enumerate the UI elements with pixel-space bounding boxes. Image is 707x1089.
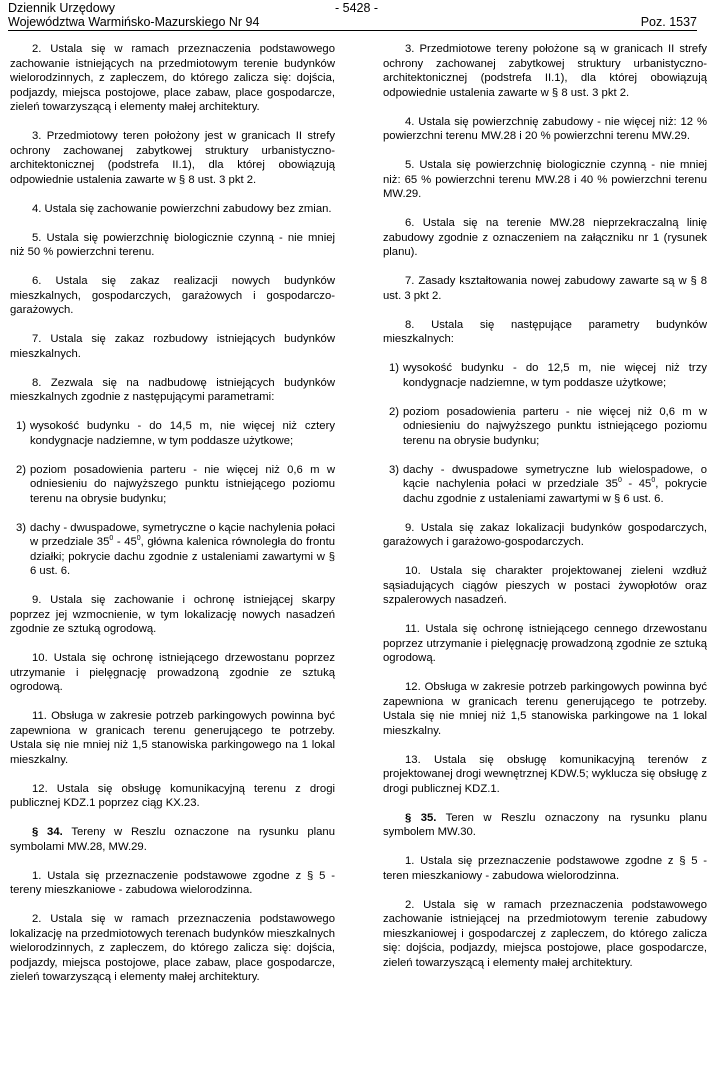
list-item xyxy=(383,405,707,449)
list-item xyxy=(10,419,335,448)
list-number: 2) xyxy=(16,463,27,476)
list-text xyxy=(403,463,707,507)
paragraph: 1. Ustala się przeznaczenie podstawowe zgodne z § 5 - teren mieszkaniowy - zabudowa wielorodzinna. xyxy=(383,855,707,882)
paragraph: 2. Ustala się w ramach przeznaczenia podstawowego lokalizację na przedmiotowych terenach budynków mieszkalnych wielorodzinnych, z zapleczem, do którego zalicza się: dojścia, podjazdy, miejsca postojowe, place zabaw, place gospodarcze, zieleń towarzyszącą i elementy małej architektury. xyxy=(10,913,335,983)
section-text: Teren w Reszlu oznaczony na rysunku planu symbolem MW.30. xyxy=(383,811,707,838)
paragraph: 10. Ustala się charakter projektowanej zieleni wzdłuż sąsiadujących ciągów pieszych w postaci żywopłotów oraz szpalerowych nasadzeń. xyxy=(383,565,707,606)
left-column xyxy=(10,42,335,999)
list-number: 3) xyxy=(16,521,27,534)
degree-sup: 0 xyxy=(109,535,114,543)
paragraph: 3. Przedmiotowe tereny położone są w granicach II strefy ochrony zachowanej zabytkowej struktury urbanistyczno-architektonicznej (podstrefa II.1), dla której obowiązują odpowiednie ustalenia zawarte w § 8 ust. 3 pkt 2. xyxy=(383,43,707,99)
journal-title: Dziennik Urzędowy xyxy=(8,1,115,15)
paragraph: 2. Ustala się w ramach przeznaczenia podstawowego zachowanie istniejących na przedmiotowym terenie budynków wielorodzinnych, z zapleczem, do którego zalicza się: dojścia, podjazdy, miejsca postojowe, place zabaw, place gospodarcze, zieleń towarzyszącą i elementy małej architektury. xyxy=(10,43,335,113)
section-number: § 34. xyxy=(32,826,63,838)
paragraph: 2. Ustala się w ramach przeznaczenia podstawowego zachowanie istniejącej na przedmiotowym terenie zabudowy mieszkaniowej i gospodarczej z zapleczem, do którego zalicza się: dojścia, podjazdy, miejsca postojowe, place gospodarcze, zieleń towarzyszącą i elementy małej architektury. xyxy=(383,898,707,969)
journal-subtitle: Województwa Warmińsko-Mazurskiego Nr 94 xyxy=(8,15,260,29)
paragraph: 5. Ustala się powierzchnię biologicznie czynną - nie mniej niż 50 % powierzchni terenu. xyxy=(10,231,335,258)
list-text-part: - 45 xyxy=(113,536,137,548)
list-item xyxy=(10,463,335,507)
paragraph: 4. Ustala się powierzchnię zabudowy - nie więcej niż: 12 % powierzchni terenu MW.28 i 20 % powierzchni terenu MW.29. xyxy=(383,115,707,142)
position-number: Poz. 1537 xyxy=(640,15,697,29)
list-text-part: - 45 xyxy=(621,478,652,490)
section-text: Tereny w Reszlu oznaczone na rysunku planu symbolami MW.28, MW.29. xyxy=(10,826,335,853)
list-number: 2) xyxy=(389,405,400,418)
parameter-list xyxy=(10,419,335,579)
paragraph: 8. Zezwala się na nadbudowę istniejących budynków mieszkalnych zgodnie z następującymi parametrami: xyxy=(10,376,335,403)
list-number: 3) xyxy=(389,463,400,476)
paragraph: 11. Obsługa w zakresie potrzeb parkingowych powinna być zapewniona w granicach terenu generującego te potrzeby. Ustala się nie mniej niż 1,5 stanowiska parkingowego na 1 lokal mieszkalny. xyxy=(10,710,335,766)
header-rule xyxy=(8,30,697,31)
list-number: 1) xyxy=(389,362,400,374)
paragraph: 9. Ustala się zakaz lokalizacji budynków gospodarczych, garażowych i garażowo-gospodarczych. xyxy=(383,521,707,548)
right-column xyxy=(383,42,707,985)
paragraph: 4. Ustala się zachowanie powierzchni zabudowy bez zmian. xyxy=(32,202,332,215)
list-number: 1) xyxy=(16,420,27,432)
paragraph: 8. Ustala się następujące parametry budynków mieszkalnych: xyxy=(383,318,707,345)
list-text-part: , pokrycie dachu zgodnie z ustaleniami zawartymi w § 6 ust. 6. xyxy=(403,478,707,505)
paragraph: 11. Ustala się ochronę istniejącego cennego drzewostanu poprzez utrzymanie i pielęgnację prowadzoną zgodnie ze sztuką ogrodową. xyxy=(383,623,707,664)
list-text-part: dachy - dwuspadowe, symetryczne o kącie nachylenia połaci w przedziale 35 xyxy=(30,521,335,548)
paragraph: 7. Zasady kształtowania nowej zabudowy zawarte są w § 8 ust. 3 pkt 2. xyxy=(383,275,707,302)
degree-sup: 0 xyxy=(617,477,622,485)
section-paragraph xyxy=(10,825,335,854)
list-text: poziom posadowienia parteru - nie więcej niż 0,6 m w odniesieniu do najwyższego punktu istniejącego poziomu terenu na obrysie budynku; xyxy=(403,405,707,447)
paragraph: 13. Ustala się obsługę komunikacyjną terenów z projektowanej drogi wewnętrznej KDW.5; wyklucza się obsługę z drogi publicznej KDZ.1. xyxy=(383,753,707,795)
page-number: - 5428 - xyxy=(335,1,379,15)
paragraph: 12. Ustala się obsługę komunikacyjną terenu z drogi publicznej KDZ.1 poprzez ciąg KX.23. xyxy=(10,782,335,809)
paragraph: 6. Ustala się na terenie MW.28 nieprzekraczalną linię zabudowy zgodnie z oznaczeniem na załączniku nr 1 (rysunek planu). xyxy=(383,217,707,258)
paragraph: 5. Ustala się powierzchnię biologicznie czynną - nie mniej niż: 65 % powierzchni terenu MW.28 i 40 % powierzchni terenu MW.29. xyxy=(383,159,707,200)
list-text-part: , główna kalenica równoległa do frontu działki; pokrycie dachu zgodnie z ustaleniami zawartymi w § 6 ust. 6. xyxy=(30,536,336,577)
list-text: wysokość budynku - do 12,5 m, nie więcej niż trzy kondygnacje nadziemne, w tym poddasze użytkowe; xyxy=(403,362,707,389)
list-item xyxy=(10,521,335,579)
parameter-list xyxy=(383,361,707,506)
section-number: § 35. xyxy=(405,811,437,824)
list-item xyxy=(383,361,707,390)
paragraph: 1. Ustala się przeznaczenie podstawowe zgodne z § 5 - tereny mieszkaniowe - zabudowa wielorodzinna. xyxy=(10,869,335,896)
list-text: poziom posadowienia parteru - nie więcej niż 0,6 m w odniesieniu do najwyższego punktu istniejącego poziomu terenu na obrysie budynku; xyxy=(30,463,335,505)
list-item xyxy=(383,463,707,507)
paragraph: 10. Ustala się ochronę istniejącego drzewostanu poprzez utrzymanie i pielęgnację prowadzoną zgodnie ze sztuką ogrodową. xyxy=(10,652,335,693)
list-text-part: dachy - dwuspadowe symetryczne lub wielospadowe, o kącie nachylenia połaci w przedziale 35 xyxy=(403,463,707,490)
paragraph: 6. Ustala się zakaz realizacji nowych budynków mieszkalnych, gospodarczych, garażowych i gospodarczo-garażowych. xyxy=(10,275,335,316)
paragraph: 7. Ustala się zakaz rozbudowy istniejących budynków mieszkalnych. xyxy=(10,333,335,360)
degree-sup: 0 xyxy=(136,535,141,543)
paragraph: 12. Obsługa w zakresie potrzeb parkingowych powinna być zapewniona w granicach terenu generującego te potrzeby. Ustala się nie mniej niż 1,5 stanowiska parkingowe na 1 lokal mieszkalny. xyxy=(383,681,707,737)
list-text xyxy=(30,521,335,579)
list-text: wysokość budynku - do 14,5 m, nie więcej niż cztery kondygnacje nadziemne, w tym poddasze użytkowe; xyxy=(30,420,335,447)
paragraph: 3. Przedmiotowy teren położony jest w granicach II strefy ochrony zachowanej zabytkowej struktury urbanistyczno-architektonicznej (podstrefa II.1), dla której obowiązują odpowiednie ustalenia zawarte w § 8 ust. 3 pkt 2. xyxy=(10,130,335,186)
degree-sup: 0 xyxy=(651,477,656,485)
page-header xyxy=(8,0,697,30)
section-paragraph xyxy=(383,811,707,840)
paragraph: 9. Ustala się zachowanie i ochronę istniejącej skarpy poprzez jej wzmocnienie, w tym lokalizację nowych nasadzeń zgodnie ze sztuką ogrodową. xyxy=(10,594,335,635)
